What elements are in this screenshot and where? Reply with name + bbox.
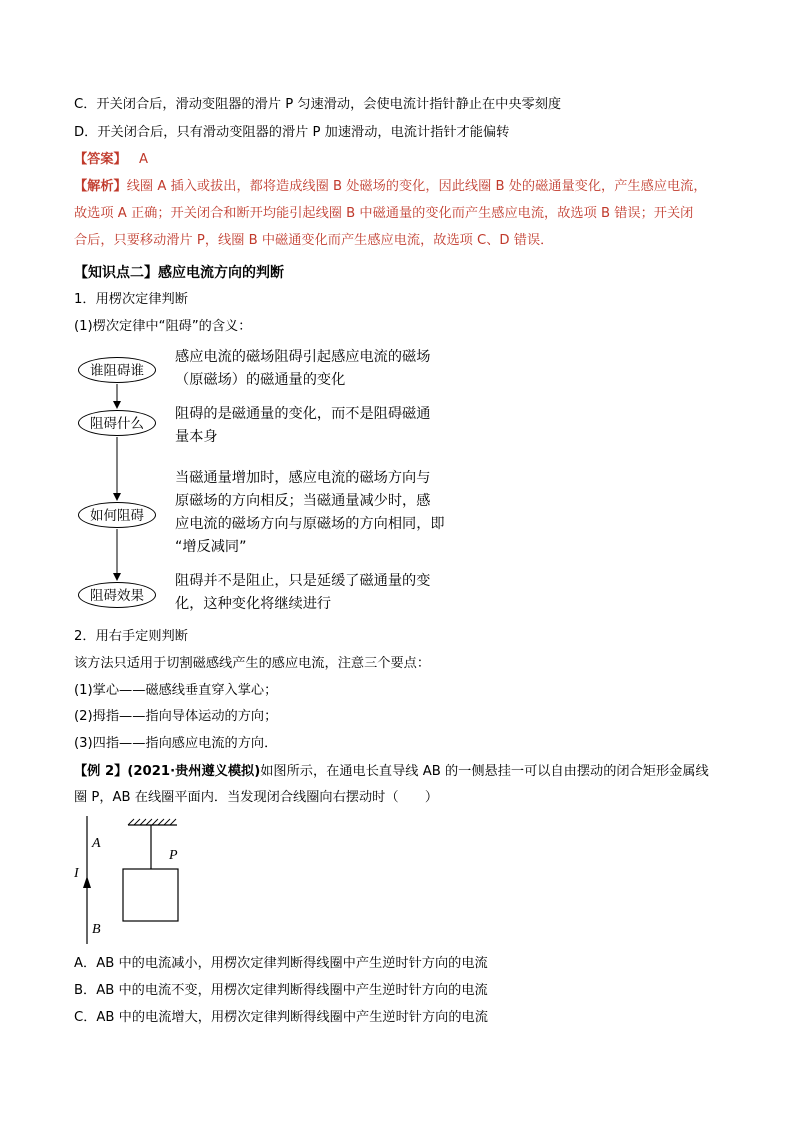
flow-node-3: 如何阻碍 [78,502,156,528]
example-2-text-1: 如图所示，在通电长直导线 AB 的一侧悬挂一可以自由摆动的闭合矩形金属线 [260,764,709,779]
flow-text-2 [175,403,430,449]
flow-text-2-line: 量本身 [175,429,218,445]
flow-text-3-line: 原磁场的方向相反；当磁通量减少时，感 [175,493,431,509]
flow-text-4-line: 阻碍并不是阻止，只是延缓了磁通量的变 [175,573,431,589]
label-b: B [92,922,101,937]
answer-label: 【答案】 [74,152,127,167]
flow-text-3-line: 应电流的磁场方向与原磁场的方向相同，即 [175,516,445,532]
example-2-line-2: 圈 P，AB 在线圈平面内．当发现闭合线圈向右摆动时（ ） [74,790,439,805]
example-2-line-1 [74,762,709,782]
label-p: P [169,848,178,863]
option-d-top: D．开关闭合后，只有滑动变阻器的滑片 P 加速滑动，电流计指针才能偏转 [74,125,510,140]
flow-text-4 [175,570,430,616]
point-1: (1)掌心——磁感线垂直穿入掌心； [74,683,278,698]
analysis-line-3: 合后，只要移动滑片 P，线圈 B 中磁通变化而产生感应电流，故选项 C、D 错误． [74,233,554,248]
current-arrow [83,876,91,888]
flow-node-4: 阻碍效果 [78,582,156,608]
answer-value: A [138,152,148,167]
flow-text-1-line: （原磁场）的磁通量的变化 [175,372,346,388]
section-heading: 【知识点二】感应电流方向的判断 [74,265,284,281]
option-c-top: C．开关闭合后，滑动变阻器的滑片 P 匀速滑动，会使电流计指针静止在中央零刻度 [74,97,562,112]
flow-text-1-line: 感应电流的磁场阻碍引起感应电流的磁场 [175,349,431,365]
analysis-line-2: 故选项 A 正确；开关闭合和断开均能引起线圈 B 中磁通量的变化而产生感应电流，故选项 B 错误；开关闭 [74,206,694,221]
flow-node-1: 谁阻碍谁 [78,357,156,383]
label-a: A [92,836,101,851]
flow-text-3-line: “增反减同” [175,539,247,555]
point-3: (3)四指——指向感应电流的方向． [74,736,278,751]
point-2: (2)拇指——指向导体运动的方向； [74,709,278,724]
option-b: B．AB 中的电流不变，用楞次定律判断得线圈中产生逆时针方向的电流 [74,983,488,998]
flow-text-3 [175,467,445,559]
subsection-1: 1．用楞次定律判断 [74,292,188,307]
flow-text-4-line: 化，这种变化将继续进行 [175,596,332,612]
analysis-line-1 [74,177,707,197]
flow-node-2: 阻碍什么 [78,410,156,436]
example-2-source: (2021·贵州遵义模拟) [127,764,261,779]
option-c: C．AB 中的电流增大，用楞次定律判断得线圈中产生逆时针方向的电流 [74,1010,488,1025]
answer-line [74,150,148,170]
analysis-text-1: 线圈 A 插入或拔出，都将造成线圈 B 处磁场的变化，因此线圈 B 处的磁通量变化，产生感应电流， [126,179,707,194]
coil-p [123,869,178,921]
flow-text-1 [175,346,430,392]
flow-text-3-line: 当磁通量增加时，感应电流的磁场方向与 [175,470,431,486]
example-2-label: 【例 2】 [74,764,128,779]
option-a: A．AB 中的电流减小，用楞次定律判断得线圈中产生逆时针方向的电流 [74,956,488,971]
ceiling-hatch [128,819,176,825]
subsection-2: 2．用右手定则判断 [74,629,188,644]
right-hand-intro: 该方法只适用于切割磁感线产生的感应电流，注意三个要点： [74,656,431,671]
flow-text-2-line: 阻碍的是磁通量的变化，而不是阻碍磁通 [175,406,431,422]
label-i: I [74,866,79,881]
analysis-label: 【解析】 [74,179,127,194]
subsection-1a: (1)楞次定律中“阻碍”的含义： [74,319,252,334]
